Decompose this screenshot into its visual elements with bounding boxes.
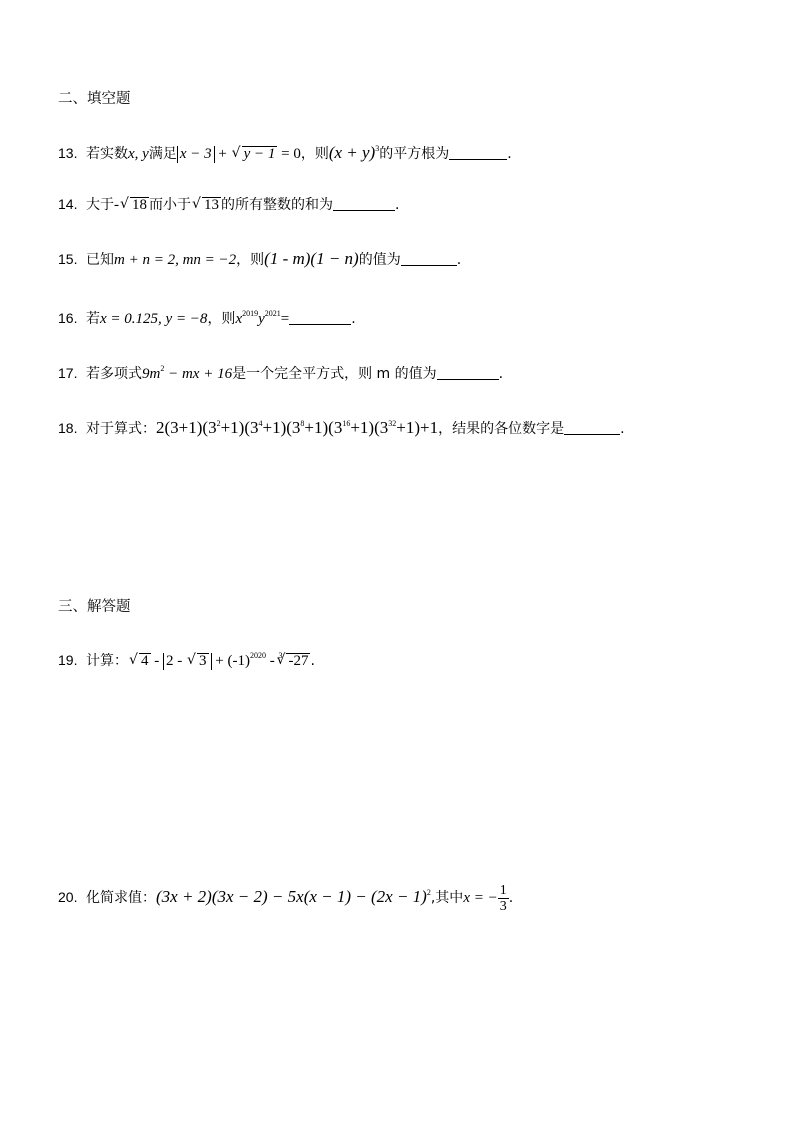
exponent: 2021 — [264, 309, 281, 318]
math-op: - — [265, 653, 279, 669]
question-number: 13. — [58, 145, 78, 161]
math-op: + — [214, 146, 231, 162]
math-expression: 9m — [142, 366, 161, 382]
math-op: = 0 — [277, 146, 301, 162]
period: . — [351, 311, 356, 327]
question-text: 已知 — [86, 252, 114, 268]
period: . — [620, 421, 625, 437]
math-expression: +1)(3 — [262, 418, 301, 437]
question-text: ，则 — [236, 252, 265, 268]
exponent: 2 — [160, 364, 165, 373]
math-expression: 2(3+1)(3 — [156, 418, 217, 437]
question-text: 若 — [86, 311, 100, 327]
math-expression: (3x + 2)(3x − 2) − 5x(x − 1) − (2x − 1) — [156, 887, 427, 906]
question-number: 18. — [58, 420, 78, 436]
section-heading-answer: 三、解答题 — [58, 599, 131, 615]
sqrt-expression — [233, 144, 278, 164]
question-text: 若多项式 — [86, 366, 142, 382]
absolute-value: x − 3 — [177, 146, 215, 163]
math-vars: x, y — [128, 146, 149, 162]
radicand: 3 — [199, 653, 207, 669]
answer-blank[interactable] — [289, 310, 351, 325]
math-expression: 2 - — [166, 653, 186, 669]
period: . — [310, 653, 315, 669]
math-expression: − mx + 16 — [164, 366, 233, 382]
answer-blank[interactable] — [333, 196, 395, 211]
radicand: -27 — [288, 653, 309, 669]
denominator: 3 — [499, 898, 507, 914]
answer-blank[interactable] — [401, 251, 457, 266]
question-text: 的值为 — [358, 252, 401, 268]
period: . — [507, 146, 512, 162]
exponent: 2020 — [249, 651, 266, 660]
period: . — [395, 197, 400, 213]
root-index: 3 — [278, 651, 283, 660]
question-text: 满足 — [148, 146, 177, 162]
math-expression: +1)+1 — [396, 418, 439, 437]
exponent: 2 — [216, 419, 221, 428]
math-expression: +1)(3 — [220, 418, 259, 437]
period: . — [498, 366, 504, 382]
question-text: ,其中 — [430, 890, 464, 906]
math-expression: m + n = 2, mn = −2 — [114, 252, 237, 268]
sqrt-expression — [193, 195, 221, 215]
question-19 — [58, 646, 315, 671]
question-text: ，结果的各位数字是 — [438, 421, 565, 437]
question-18 — [58, 414, 625, 439]
sqrt-expression — [130, 651, 151, 671]
sqrt-expression — [188, 653, 209, 670]
question-text: 化简求值： — [86, 890, 156, 906]
answer-blank[interactable] — [564, 420, 620, 435]
radicand: 18 — [132, 197, 147, 213]
question-text: 计算： — [86, 653, 128, 669]
question-text: ，则 — [207, 311, 236, 327]
exponent: 32 — [388, 419, 397, 428]
exponent: 16 — [342, 419, 351, 428]
question-16 — [58, 304, 356, 329]
question-number: 16. — [58, 310, 78, 326]
radicand: y − 1 — [243, 146, 276, 162]
math-op: = — [280, 311, 290, 327]
question-text: ，则 — [300, 146, 329, 162]
question-text: 的所有整数的和为 — [221, 197, 333, 213]
math-expression: +1)(3 — [350, 418, 389, 437]
question-number: 20. — [58, 889, 78, 905]
math-expression: x = 0.125, y = −8 — [100, 311, 208, 327]
sqrt-expression — [121, 195, 149, 215]
absolute-value — [163, 653, 212, 670]
question-20 — [58, 876, 513, 915]
fraction — [498, 883, 509, 914]
period: . — [456, 252, 462, 268]
section-heading-fill-blank: 二、填空题 — [58, 91, 131, 107]
math-op: - — [150, 653, 163, 669]
question-text: 是一个完全平方式，则 m 的值为 — [232, 366, 437, 382]
question-17 — [58, 359, 503, 384]
question-15 — [58, 249, 461, 270]
question-text: 对于算式： — [86, 421, 156, 437]
radicand: 13 — [204, 197, 219, 213]
question-number: 15. — [58, 251, 78, 267]
answer-blank[interactable] — [437, 365, 499, 380]
question-text: 的平方根为 — [379, 146, 450, 162]
math-expression: (x + y) — [328, 143, 376, 162]
math-op: - — [114, 197, 119, 213]
exponent: 2 — [426, 888, 431, 897]
exponent: 8 — [300, 419, 305, 428]
question-text: 而小于 — [149, 197, 191, 213]
math-expression: x = − — [463, 890, 498, 906]
period: . — [508, 890, 514, 906]
math-expression: +1)(3 — [304, 418, 343, 437]
question-number: 14. — [58, 196, 78, 212]
math-var: y — [258, 311, 265, 327]
radicand: 4 — [141, 653, 149, 669]
question-number: 19. — [58, 652, 78, 668]
math-expression: + (-1) — [211, 653, 250, 669]
question-text: 大于 — [86, 197, 114, 213]
question-text: 若实数 — [86, 146, 128, 162]
question-13 — [58, 139, 512, 164]
question-number: 17. — [58, 365, 78, 381]
question-14 — [58, 194, 399, 215]
answer-blank[interactable] — [449, 145, 507, 160]
math-expression: (1 - m)(1 − n) — [264, 249, 359, 268]
numerator: 1 — [499, 882, 507, 898]
exponent: 3 — [375, 144, 380, 153]
math-var: x — [235, 311, 243, 327]
exponent: 4 — [258, 419, 263, 428]
cube-root-expression — [277, 651, 310, 671]
exponent: 2019 — [242, 309, 259, 318]
